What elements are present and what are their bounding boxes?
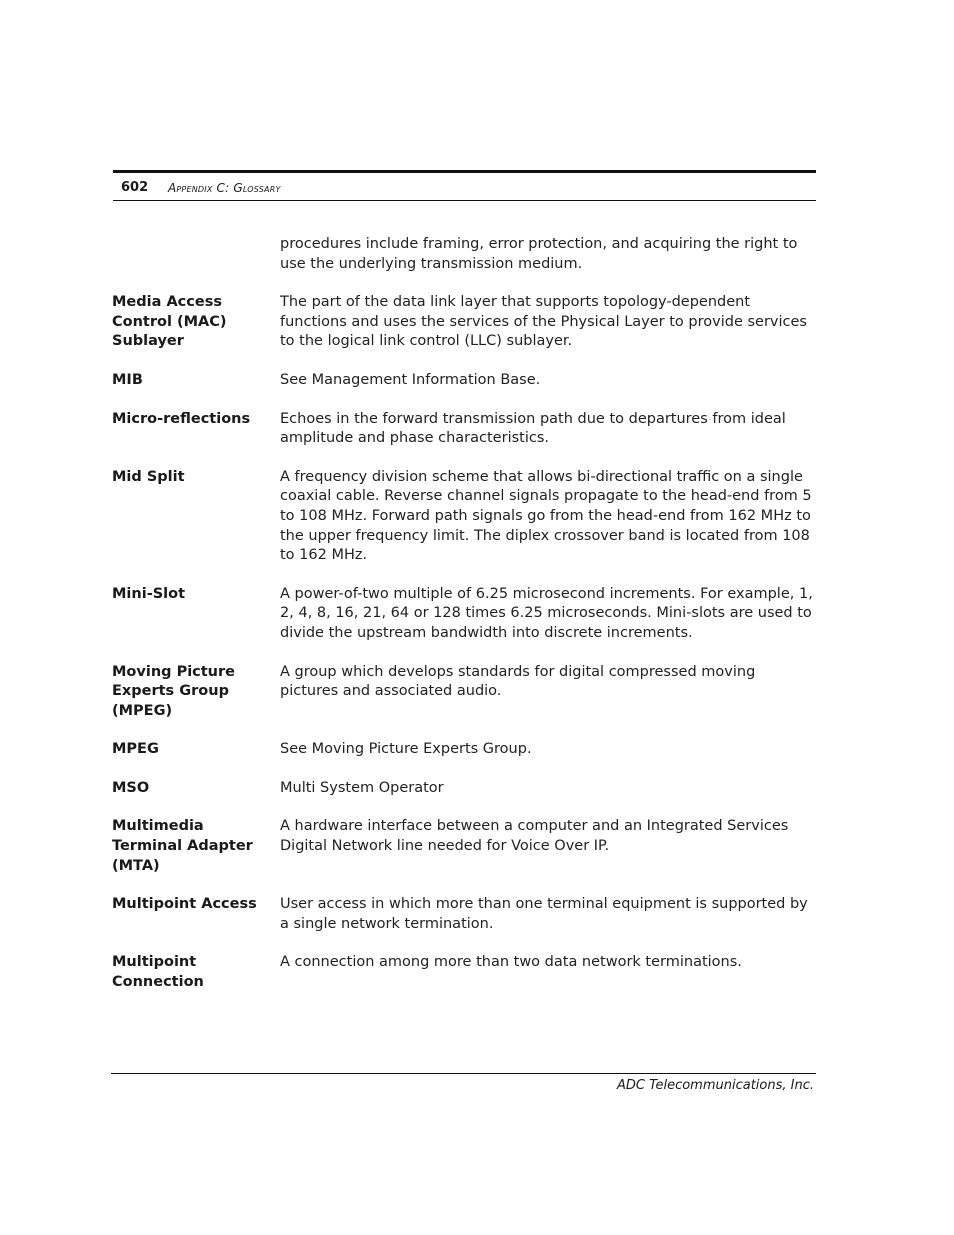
glossary-definition: A connection among more than two data network terminations. bbox=[280, 954, 742, 971]
glossary-definition: Echoes in the forward transmission path due to departures from ideal amplitude and phase characteristics. bbox=[280, 410, 786, 447]
glossary-term: Micro-reflections bbox=[112, 410, 251, 427]
glossary-term: Multipoint Access bbox=[112, 896, 257, 913]
page-number: 602 bbox=[121, 180, 149, 195]
glossary-list bbox=[112, 235, 817, 1012]
glossary-term: Media Access Control (MAC) Sublayer bbox=[112, 294, 227, 350]
page-header bbox=[113, 170, 816, 201]
glossary-definition: User access in which more than one terminal equipment is supported by a single network termination. bbox=[280, 896, 808, 932]
glossary-definition: procedures include framing, error protection, and acquiring the right to use the underlying transmission medium. bbox=[280, 236, 798, 272]
glossary-term: MPEG bbox=[112, 741, 159, 758]
glossary-definition: The part of the data link layer that supports topology-dependent functions and uses the services of the Physical Layer to provide services to the logical link control (LLC) sublayer. bbox=[280, 294, 807, 350]
glossary-entry bbox=[112, 371, 817, 391]
page-footer bbox=[111, 1073, 816, 1093]
glossary-entry bbox=[112, 895, 817, 934]
glossary-entry bbox=[112, 817, 817, 876]
glossary-entry bbox=[112, 235, 817, 274]
glossary-entry bbox=[112, 468, 817, 566]
glossary-entry bbox=[112, 410, 817, 449]
glossary-entry bbox=[112, 293, 817, 352]
glossary-definition: A hardware interface between a computer and an Integrated Services Digital Network line needed for Voice Over IP. bbox=[280, 818, 789, 855]
glossary-term: Mini-Slot bbox=[112, 585, 186, 602]
glossary-term: Moving Picture Experts Group (MPEG) bbox=[112, 663, 235, 719]
glossary-definition: Multi System Operator bbox=[280, 779, 444, 796]
glossary-definition: See Management Information Base. bbox=[280, 371, 541, 388]
glossary-definition: A power-of-two multiple of 6.25 microsecond increments. For example, 1, 2, 4, 8, 16, 21, 64 or 128 times 6.25 microseconds. Mini-slots are used to divide the upstream bandwidth into discrete increments. bbox=[280, 585, 813, 641]
glossary-definition: A frequency division scheme that allows bi-directional traffic on a single coaxial cable. Reverse channel signals propagate to the head-end from 5 to 108 MHz. Forward path signals go from the head-end from 162 MHz to the upper frequency limit. The diplex crossover band is located from 108 to 162 MHz. bbox=[280, 468, 812, 564]
glossary-definition: A group which develops standards for digital compressed moving pictures and associated audio. bbox=[280, 663, 756, 700]
glossary-term: Mid Split bbox=[112, 468, 185, 485]
glossary-entry bbox=[112, 953, 817, 992]
glossary-entry bbox=[112, 779, 817, 799]
glossary-term: MSO bbox=[112, 779, 150, 796]
glossary-term: Multimedia Terminal Adapter (MTA) bbox=[112, 818, 253, 874]
glossary-term: MIB bbox=[112, 371, 143, 388]
glossary-entry bbox=[112, 663, 817, 722]
glossary-definition: See Moving Picture Experts Group. bbox=[280, 741, 532, 758]
section-title: Appendix C: Glossary bbox=[168, 181, 281, 195]
glossary-term: Multipoint Connection bbox=[112, 954, 204, 991]
glossary-entry bbox=[112, 740, 817, 760]
glossary-term bbox=[112, 235, 280, 274]
company-name: ADC Telecommunications, Inc. bbox=[617, 1078, 814, 1093]
glossary-entry bbox=[112, 585, 817, 644]
